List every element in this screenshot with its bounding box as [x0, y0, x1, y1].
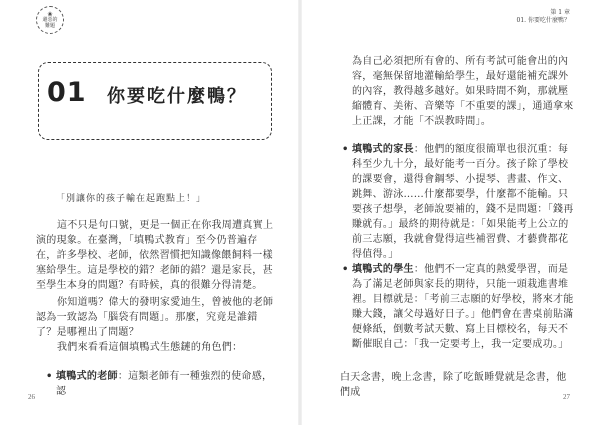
list-item-teacher [46, 369, 274, 399]
badge-line-2: 難題 [44, 22, 55, 29]
chapter-number: 01 [47, 77, 87, 108]
paragraph-2: 你知道嗎？偉大的發明家愛迪生，曾被他的老師認為一致認為「腦袋有問題」。那麼，究竟是誰錯了？是哪裡出了問題？ [36, 297, 274, 338]
list-item-text: ：他們不一定真的熱愛學習，而是為了滿足老師與家長的期待，只能一頭栽進書堆裡。目標就是：「考前三志願的好學校，將來才能賺大錢，讓父母過好日子。」他們會在書桌前貼滿便條紙，倒數考試天數、寫上目標校名，每天不斷催眠自己：「我一定要考上，我一定要成功。」 [352, 264, 574, 350]
running-header [517, 9, 570, 25]
list-item-parent [342, 142, 574, 262]
list-item-lead: 填鴨式的老師 [56, 371, 118, 382]
page-number-left: 26 [28, 393, 35, 401]
pull-quote: 「別讓你的孩子輸在起跑點上！」 [56, 194, 207, 204]
right-page [300, 0, 600, 425]
page-number-right: 27 [563, 393, 570, 401]
chapter-title: 你要吃什麼鴨？ [107, 86, 247, 107]
badge-line-1: 避惡的 [42, 16, 58, 23]
list-item-lead: 填鴨式的家長 [352, 144, 414, 155]
bullet-dot-icon: • [46, 371, 53, 382]
chapter-title-box [38, 62, 272, 140]
series-badge [36, 6, 64, 34]
paragraph-3: 我們來看看這個填鴨式生態鏈的角色們： [57, 342, 243, 353]
list-item-lead: 填鴨式的學生 [352, 264, 414, 275]
bullet-dot-icon: • [342, 144, 349, 155]
running-header-section: 01. 你要吃什麼鴨？ [516, 17, 570, 24]
list-item-text: ：這類老師有一種強烈的使命感，認 [56, 371, 273, 397]
sprout-icon: ❀ [47, 10, 53, 18]
running-header-chapter: 第 1 章 [550, 9, 570, 16]
paragraph-1: 這不只是句口號，更是一個正在你我周遭真實上演的現象。在臺灣，「填鴨式教育」至今仍普遍存在，許多學校、老師，依然習慣把知識像餵飼料一樣塞給學生。這是學校的錯？老師的錯？還是家長，甚至學生本身的問題？有時候，真的很難分得清楚。 [36, 220, 274, 291]
list-item-text: ：他們的額度很簡單也很沉重：每科至少九十分，最好能考一百分。孩子除了學校的課要會，還得會鋼琴、小提琴、書畫、作文、跳舞、游泳……什麼都要學，什麼都不能輸。只要孩子想學，老師說要補的，錢不是問題：「錢再賺就有。」最終的期待就是：「如果能考上公立的前三志願，我就會覺得這些補習費、才藝費都花得值得。」 [352, 144, 574, 260]
list-item-student [342, 262, 574, 352]
bullet-dot-icon: • [342, 264, 349, 275]
paragraph-continued: 為自己必須把所有會的、所有考試可能會出的內容，毫無保留地灌輸給學生，最好還能補充課外的內容，教得越多越好。如果時間不夠，那就壓縮體育、美術、音樂等「不重要的課」，通通拿來上正課，才能「不誤教時間」。 [352, 56, 574, 127]
paragraph-bottom: 白天念書，晚上念書，除了吃飯睡覺就是念書，他們成 [340, 372, 567, 398]
